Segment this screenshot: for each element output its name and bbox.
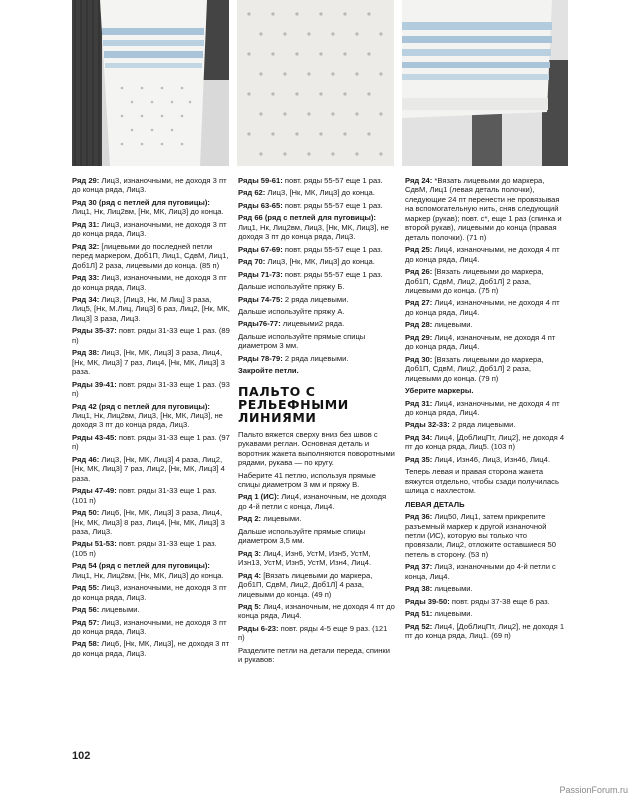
row-label: Ряд 36: xyxy=(405,512,433,522)
row-text: Лиц3, изнаночными, не доходя 3 пт до конца ряда, Лиц3. xyxy=(72,219,227,239)
instruction-row xyxy=(72,220,230,239)
row-text: Лиц4, Изн46, Лиц3, Изн46, Лиц4. xyxy=(432,454,550,464)
row-label: Ряд 5: xyxy=(238,601,262,611)
row-label: Ряд 46: xyxy=(72,454,100,464)
row-text: Лиц3, изнаночными до 4-й петли с конца, Лиц4. xyxy=(405,562,556,581)
paragraph: Разделите петли на детали переда, спинки и рукавов: xyxy=(238,645,390,665)
row-label: Ряд 31: xyxy=(72,219,100,229)
row-text: лицевыми. xyxy=(432,584,473,594)
row-label: Ряд 58: xyxy=(72,639,100,649)
row-text: повт. ряды 31-33 еще 1 раз. (93 п) xyxy=(72,379,230,399)
row-label: Ряд 56: xyxy=(72,605,100,615)
row-text: [лицевыми до последней петли перед маркером, Доб1П, Лиц1, СдвМ, Лиц1, Доб1Л] 2 раза, лицевыми до конца. (85 п) xyxy=(72,241,229,270)
row-label: Ряд 38: xyxy=(405,584,433,594)
instruction-row xyxy=(238,270,396,279)
text-column-2 xyxy=(238,176,396,668)
row-label: Ряд 27: xyxy=(405,298,433,308)
row-label: Ряд 66 (ряд с петлей для пуговицы): xyxy=(238,213,376,223)
instruction-row xyxy=(72,198,230,217)
row-text: Лиц4, изнаночными, не доходя 4 пт до конца ряда, Лиц4. xyxy=(405,298,560,317)
row-text: лицевыми2 ряда. xyxy=(280,319,345,329)
row-label: Ряд 62: xyxy=(238,188,266,198)
row-text: Лиц3, изнаночными, не доходя 3 пт до конца ряда, Лиц3. xyxy=(72,176,227,195)
row-text: лицевыми. xyxy=(261,514,302,524)
row-label: Ряд 3: xyxy=(238,548,262,558)
row-text: Лиц1, Нк, Лиц2вм, Лиц3, [Нк, МК, Лиц3], не доходя 3 пт до конца ряда, Лиц3. xyxy=(238,222,389,242)
instruction-row xyxy=(238,245,396,254)
row-label: Ряды 43-45: xyxy=(72,432,117,442)
row-text: Лиц6, [Нк, МК, Лиц3] 3 раза, Лиц4, [Нк, МК, Лиц3] 8 раз, Лиц4, [Нк, МК, Лиц3] 3 раза, Лиц3. xyxy=(72,508,225,536)
row-label: Ряды 39-41: xyxy=(72,379,117,389)
instruction-row xyxy=(72,176,230,195)
instruction-row xyxy=(405,455,565,464)
row-text: Лиц4, [ДобЛицПт, Лиц2], не доходя 1 пт до конца ряда, Лиц1. (69 п) xyxy=(405,621,565,641)
page-number: 102 xyxy=(72,750,91,762)
instruction-row xyxy=(238,514,396,523)
row-label: Ряды 74-75: xyxy=(238,294,283,304)
row-label: Ряд 38: xyxy=(72,348,100,358)
instruction-row xyxy=(238,176,396,185)
instruction-row xyxy=(238,201,396,210)
row-label: Ряд 26: xyxy=(405,267,433,277)
subsection-heading: ЛЕВАЯ ДЕТАЛЬ xyxy=(405,499,465,509)
instruction-row xyxy=(405,355,565,383)
row-label: Ряд 31: xyxy=(405,398,433,408)
row-text: 2 ряда лицевыми. xyxy=(282,353,349,363)
instruction-row xyxy=(72,486,230,505)
row-label: Ряд 34: xyxy=(405,432,433,442)
instruction-row xyxy=(405,562,565,581)
instruction-row xyxy=(238,354,396,363)
row-text: [Вязать лицевыми до маркера, Доб1П, СдвМ, Лиц2, Доб1Л] 4 раза, лицевыми до конца. (49 п) xyxy=(238,570,373,599)
row-text: лицевыми. xyxy=(432,320,473,330)
row-text: Лиц4, изнаночным, не доходя до 4-й петли с конца, Лиц4. xyxy=(238,492,387,511)
row-label: Ряд 37: xyxy=(405,562,433,572)
paragraph: Дальше используйте пряжу А. xyxy=(238,306,345,316)
row-text: Лиц1, Нк, Лиц2вм, [Нк, МК, Лиц3] до конца. xyxy=(72,207,224,217)
row-label: Ряды 51-53: xyxy=(72,539,117,549)
row-label: Ряд 1 (ИС): xyxy=(238,492,280,502)
instruction-row xyxy=(405,433,565,452)
row-label: Ряды 35-37: xyxy=(72,326,117,336)
row-text: Лиц3, [Нк, МК, Лиц3] до конца. xyxy=(265,257,375,267)
row-label: Ряды 63-65: xyxy=(238,200,283,210)
instruction-row xyxy=(405,420,565,429)
row-label: Ряд 52: xyxy=(405,621,433,631)
row-text: повт. ряды 37-38 еще 6 раз. xyxy=(449,596,550,606)
row-label: Ряды 71-73: xyxy=(238,269,283,279)
row-text: Лиц1, Нк, Лиц2вм, [Нк, МК, Лиц3] до конца. xyxy=(72,570,224,580)
instruction-row xyxy=(72,242,230,270)
instruction-row xyxy=(72,326,230,345)
paragraph: Пальто вяжется сверху вниз без швов с рукавами реглан. Основная деталь и воротник жакета выполняются поворотными рядами, рукава — по кругу. xyxy=(238,429,395,468)
paragraph: Дальше используйте прямые спицы диаметром 3 мм. xyxy=(238,331,366,351)
row-text: Лиц50, Лиц1, затем прикрепите разъемный маркер к другой изнаночной петли (ИС), которую вы только что провязали, Лиц2, отложите оставшиеся 50 петель в сторону. (53 п) xyxy=(405,512,556,559)
paragraph: Наберите 41 петлю, используя прямые спицы диаметром 3 мм и пряжу В. xyxy=(238,470,376,489)
row-label: Ряды 6-23: xyxy=(238,623,279,633)
photo-sweater-hem-detail xyxy=(402,0,568,166)
instruction-row xyxy=(72,583,230,602)
row-text: лицевыми. xyxy=(99,605,140,615)
instruction-row xyxy=(238,492,396,511)
instruction-row xyxy=(72,402,230,430)
row-text: [Вязать лицевыми до маркера, Доб1П, СдвМ, Лиц2, Доб1Л] 2 раза, лицевыми до конца. (75 п) xyxy=(405,267,544,295)
row-text: Лиц3, изнаночными, не доходя 3 пт до конца ряда, Лиц3. xyxy=(72,583,227,602)
instruction-row xyxy=(238,624,396,643)
row-label: Ряд 51: xyxy=(405,609,433,619)
row-label: Ряд 42 (ряд с петлей для пуговицы): xyxy=(72,401,210,411)
row-text: 2 ряда лицевыми. xyxy=(282,294,349,304)
row-text: повт. ряды 55-57 еще 1 раз. xyxy=(282,200,383,210)
instruction-row xyxy=(405,622,565,641)
row-text: повт. ряды 4-5 еще 9 раз. (121 п) xyxy=(238,623,388,643)
row-text: повт. ряды 31-33 еще 1 раз. (101 п) xyxy=(72,486,217,505)
row-label: Ряды 47-49: xyxy=(72,486,117,496)
site-watermark: PassionForum.ru xyxy=(559,785,628,795)
instruction-row xyxy=(405,298,565,317)
row-text: Лиц3, [Нк, МК, Лиц3] 3 раза, Лиц4, [Нк, МК, Лиц3] 7 раз, Лиц4, [Нк, МК, Лиц3] 3 раза. xyxy=(72,348,225,377)
row-text: повт. ряды 55-57 еще 1 раз. xyxy=(282,244,383,254)
row-label: Ряды 78-79: xyxy=(238,353,283,363)
instruction-row xyxy=(238,295,396,304)
row-label: Ряды 39-50: xyxy=(405,596,450,606)
row-label: Ряд 34: xyxy=(72,294,100,304)
row-text: Лиц3, изнаночными, не доходя 3 пт до конца ряда, Лиц3. xyxy=(72,617,227,637)
paragraph: Дальше используйте прямые спицы диаметром 3,5 мм. xyxy=(238,526,366,546)
row-text: повт. ряды 31-33 еще 1 раз. (97 п) xyxy=(72,432,230,452)
row-text: повт. ряды 55-57 еще 1 раз. xyxy=(282,176,383,185)
instruction-row xyxy=(405,176,565,242)
bold-instruction: Закройте петли. xyxy=(238,366,299,376)
instruction-row xyxy=(72,348,230,376)
instruction-row xyxy=(72,618,230,637)
row-text: Лиц3, изнаночными, не доходя 3 пт до конца ряда, Лиц3. xyxy=(72,273,227,292)
row-text: Лиц3, [Нк, МК, Лиц3] до конца. xyxy=(265,188,375,198)
row-label: Ряд 4: xyxy=(238,570,262,580)
instruction-row xyxy=(72,639,230,658)
instruction-row xyxy=(72,455,230,483)
instruction-row xyxy=(72,508,230,536)
instruction-row xyxy=(238,257,396,266)
text-column-1 xyxy=(72,176,230,661)
row-text: Лиц4, изнаночными, не доходя 4 пт до конца ряда, Лиц4. xyxy=(405,245,560,264)
instruction-row xyxy=(72,539,230,558)
row-label: Ряды 67-69: xyxy=(238,244,283,254)
instruction-row xyxy=(405,597,565,606)
bold-instruction: Уберите маркеры. xyxy=(405,386,474,396)
row-text: повт. ряды 31-33 еще 1 раз. (89 п) xyxy=(72,326,230,345)
instruction-row xyxy=(72,561,230,580)
row-label: Ряд 30 (ряд с петлей для пуговицы): xyxy=(72,197,210,207)
row-text: Лиц1, Нк, Лиц2вм, Лиц3, [Нк, МК, Лиц3], не доходя 3 пт до конца ряда, Лиц3. xyxy=(72,410,223,430)
row-text: *Вязать лицевыми до маркера, СдвМ, Лиц1 (левая деталь полочки), следующие 24 пт перенести не провязывая на вспомогательную нить, сняв следующий маркер (рукав); повт. с*, еще 1 раз (спинка и второй рукав), лицевыми до конца (правая деталь полочки). (71 п) xyxy=(405,176,562,242)
row-text: Лиц4, изнаночным, не доходя 4 пт до конца ряда, Лиц4. xyxy=(405,332,556,352)
paragraph: Дальше используйте пряжу Б. xyxy=(238,282,345,292)
photo-sweater-sleeve-detail xyxy=(72,0,229,166)
row-label: Ряд 50: xyxy=(72,508,100,518)
row-label: Ряд 70: xyxy=(238,257,266,267)
row-label: Ряды 59-61: xyxy=(238,176,283,185)
instruction-row xyxy=(238,549,396,568)
instruction-row xyxy=(405,245,565,264)
row-text: Лиц4, изнаночными, не доходя 4 пт до конца ряда, Лиц4. xyxy=(405,398,560,417)
row-text: Лиц3, [Лиц3, Нк, М Лиц] 3 раза, Лиц5, [Нк, М.Лиц, Лиц3] 6 раз, Лиц2, [Нк, МК, Лиц3] 3 раза, Лиц3. xyxy=(72,294,230,323)
instruction-row xyxy=(72,273,230,292)
row-label: Ряд 28: xyxy=(405,320,433,330)
row-label: Ряд 32: xyxy=(72,241,100,251)
row-label: Ряд 33: xyxy=(72,273,100,283)
paragraph: Теперь левая и правая сторона жакета вяжутся отдельно, чтобы сзади получилась шлица с нахлестом. xyxy=(405,467,559,496)
row-text: Лиц6, [Нк, МК, Лиц3], не доходя 3 пт до конца ряда, Лиц3. xyxy=(72,639,230,658)
row-text: 2 ряда лицевыми. xyxy=(449,420,516,430)
text-column-3 xyxy=(405,176,565,643)
row-text: [Вязать лицевыми до маркера, Доб1П, СдвМ, Лиц2, Доб1Л] 2 раза, лицевыми до конца. (79 п) xyxy=(405,354,544,383)
row-text: Лиц4, [ДобЛицПт, Лиц2], не доходя 4 пт до конца ряда, Лиц5. (103 п) xyxy=(405,432,565,452)
instruction-row xyxy=(405,399,565,418)
instruction-row xyxy=(238,571,396,599)
instruction-row xyxy=(238,319,396,328)
photo-lace-knit-texture xyxy=(237,0,394,166)
instruction-row xyxy=(405,333,565,352)
row-text: Лиц4, изнаночным, не доходя 4 пт до конца ряда, Лиц4. xyxy=(238,601,395,621)
row-label: Ряд 2: xyxy=(238,514,262,524)
row-text: лицевыми. xyxy=(432,609,473,619)
row-text: Лиц3, [Нк, МК, Лиц3] 4 раза, Лиц2, [Нк, МК, Лиц3] 7 раз, Лиц2, [Нк, МК, Лиц3] 4 раза. xyxy=(72,454,225,483)
instruction-row xyxy=(405,609,565,618)
instruction-row xyxy=(72,295,230,323)
row-label: Ряд 24: xyxy=(405,176,433,185)
instruction-row xyxy=(238,213,396,241)
row-text: повт. ряды 55-57 еще 1 раз. xyxy=(282,269,383,279)
instruction-row xyxy=(405,584,565,593)
row-label: Ряд 29: xyxy=(72,176,100,185)
instruction-row xyxy=(405,267,565,295)
instruction-row xyxy=(238,602,396,621)
row-label: Ряд 25: xyxy=(405,245,433,255)
row-text: повт. ряды 31-33 еще 1 раз. (105 п) xyxy=(72,539,217,558)
row-label: Ряд 54 (ряд с петлей для пуговицы): xyxy=(72,561,210,571)
instruction-row xyxy=(238,188,396,197)
instruction-row xyxy=(405,512,565,559)
row-label: Ряд 35: xyxy=(405,454,433,464)
instruction-row xyxy=(405,320,565,329)
row-label: Ряды76-77: xyxy=(238,319,281,329)
row-text: Лиц4, Изн6, УстМ, Изн5, УстМ, Изн13, УстМ, Изн5, УстМ, Изн4, Лиц4. xyxy=(238,548,372,568)
row-label: Ряд 30: xyxy=(405,354,433,364)
instruction-row xyxy=(72,380,230,399)
row-label: Ряд 57: xyxy=(72,617,100,627)
instruction-row xyxy=(72,433,230,452)
row-label: Ряд 55: xyxy=(72,583,100,593)
instruction-row xyxy=(72,605,230,614)
row-label: Ряды 32-33: xyxy=(405,420,450,430)
row-label: Ряд 29: xyxy=(405,332,433,342)
section-title: ПАЛЬТО С РЕЛЬЕФНЫМИ ЛИНИЯМИ xyxy=(238,383,349,425)
